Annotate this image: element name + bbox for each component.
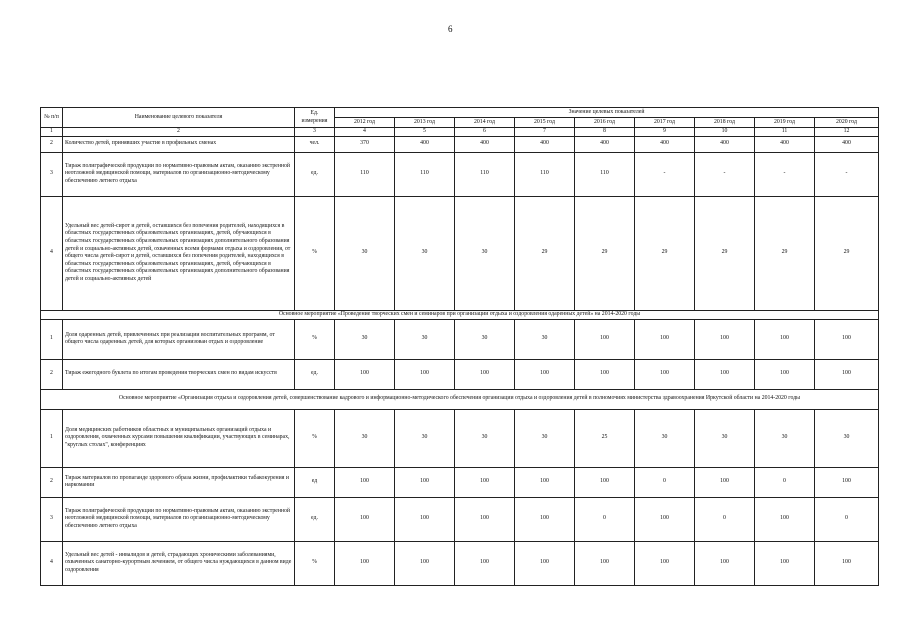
- header-year: 2017 год: [635, 118, 695, 128]
- value-cell: 100: [815, 467, 879, 497]
- table-row: [41, 152, 879, 196]
- table-row: [41, 196, 879, 310]
- header-year: 2012 год: [335, 118, 395, 128]
- value-cell: 30: [455, 319, 515, 359]
- unit-cell: %: [295, 196, 335, 310]
- value-cell: 29: [515, 196, 575, 310]
- value-cell: 30: [755, 409, 815, 467]
- header-num: № п/п: [41, 108, 63, 128]
- value-cell: 0: [755, 467, 815, 497]
- value-cell: 100: [755, 541, 815, 585]
- unit-cell: ед.: [295, 152, 335, 196]
- unit-cell: ед.: [295, 359, 335, 389]
- value-cell: 100: [635, 359, 695, 389]
- value-cell: 30: [455, 409, 515, 467]
- header-column-number: 6: [455, 128, 515, 137]
- value-cell: 100: [335, 359, 395, 389]
- value-cell: 30: [335, 196, 395, 310]
- value-cell: 100: [455, 467, 515, 497]
- value-cell: 100: [575, 359, 635, 389]
- value-cell: 0: [635, 467, 695, 497]
- value-cell: 29: [815, 196, 879, 310]
- value-cell: 100: [395, 541, 455, 585]
- value-cell: 100: [395, 497, 455, 541]
- unit-cell: %: [295, 541, 335, 585]
- value-cell: 100: [755, 359, 815, 389]
- page-number: 6: [448, 24, 453, 34]
- value-cell: 400: [635, 136, 695, 152]
- row-number: 2: [41, 359, 63, 389]
- value-cell: 100: [455, 497, 515, 541]
- row-number: 3: [41, 152, 63, 196]
- header-values-group: Значение целевых показателей: [335, 108, 879, 118]
- value-cell: 100: [515, 467, 575, 497]
- value-cell: 100: [695, 319, 755, 359]
- header-column-number: 4: [335, 128, 395, 137]
- value-cell: 400: [455, 136, 515, 152]
- value-cell: 100: [815, 359, 879, 389]
- value-cell: -: [695, 152, 755, 196]
- header-year: 2015 год: [515, 118, 575, 128]
- value-cell: 0: [695, 497, 755, 541]
- value-cell: 30: [695, 409, 755, 467]
- table-row: [41, 497, 879, 541]
- unit-cell: %: [295, 319, 335, 359]
- value-cell: 0: [815, 497, 879, 541]
- value-cell: 110: [575, 152, 635, 196]
- value-cell: 0: [575, 497, 635, 541]
- value-cell: 100: [635, 541, 695, 585]
- value-cell: 100: [575, 541, 635, 585]
- value-cell: 100: [335, 467, 395, 497]
- value-cell: 110: [455, 152, 515, 196]
- header-column-number: 5: [395, 128, 455, 137]
- table-row: [41, 359, 879, 389]
- header-column-number: 10: [695, 128, 755, 137]
- header-unit: Ед. измерения: [295, 108, 335, 128]
- value-cell: 30: [335, 319, 395, 359]
- value-cell: 30: [395, 409, 455, 467]
- unit-cell: чел.: [295, 136, 335, 152]
- value-cell: 30: [635, 409, 695, 467]
- value-cell: 100: [695, 541, 755, 585]
- value-cell: 400: [395, 136, 455, 152]
- header-year: 2014 год: [455, 118, 515, 128]
- section-row: [41, 310, 879, 319]
- table-row: [41, 409, 879, 467]
- unit-cell: ед: [295, 467, 335, 497]
- header-column-number: 12: [815, 128, 879, 137]
- table-row: [41, 467, 879, 497]
- header-year: 2016 год: [575, 118, 635, 128]
- table-row: [41, 319, 879, 359]
- value-cell: -: [815, 152, 879, 196]
- table-row: [41, 136, 879, 152]
- value-cell: 100: [755, 319, 815, 359]
- value-cell: 25: [575, 409, 635, 467]
- indicator-name: Тираж материалов по пропаганде здорового образа жизни, профилактики табакокурения и наркомании: [63, 467, 295, 497]
- value-cell: 29: [695, 196, 755, 310]
- row-number: 2: [41, 136, 63, 152]
- header-column-number: 7: [515, 128, 575, 137]
- row-number: 1: [41, 319, 63, 359]
- value-cell: -: [755, 152, 815, 196]
- value-cell: 100: [815, 319, 879, 359]
- row-number: 4: [41, 196, 63, 310]
- header-column-number: 1: [41, 128, 63, 137]
- header-column-number: 9: [635, 128, 695, 137]
- value-cell: 100: [395, 467, 455, 497]
- value-cell: 30: [395, 196, 455, 310]
- value-cell: 30: [515, 319, 575, 359]
- value-cell: 400: [575, 136, 635, 152]
- value-cell: 100: [695, 467, 755, 497]
- value-cell: 29: [575, 196, 635, 310]
- section-title: Основное мероприятие «Организация отдыха и оздоровления детей, совершенствование кадрового и информационно-методического обеспечения организации отдыха и оздоровления детей в полномочиях министерства здравоохранения Иркутской области на 2014-2020 годы: [41, 389, 879, 409]
- value-cell: 30: [815, 409, 879, 467]
- value-cell: 100: [815, 541, 879, 585]
- indicator-name: Удельный вес детей-сирот и детей, оставшихся без попечения родителей, находящихся в областных государственных образовательных организациях, детей, обучающихся в областных государственных образовательных организациях дополнительного образования детей и социально-активных детей, охваченных всеми формами отдыха и оздоровления, от общего числа детей-сирот и детей, оставшихся без попечения родителей, находящихся в областных государственных образовательных организациях, детей, обучающихся в областных государственных образовательных организациях дополнительного образования детей и социально-активных детей: [63, 196, 295, 310]
- value-cell: 100: [575, 467, 635, 497]
- indicators-table: [40, 107, 879, 586]
- value-cell: 100: [635, 319, 695, 359]
- section-row: [41, 389, 879, 409]
- value-cell: 110: [335, 152, 395, 196]
- value-cell: 30: [455, 196, 515, 310]
- indicator-name: Тираж полиграфической продукции по нормативно-правовым актам, оказанию экстренной неотложной медицинской помощи, материалов по организационно-методическому обеспечению летнего отдыха: [63, 497, 295, 541]
- value-cell: 400: [515, 136, 575, 152]
- header-column-number: 8: [575, 128, 635, 137]
- header-column-number: 3: [295, 128, 335, 137]
- value-cell: 100: [335, 497, 395, 541]
- value-cell: 100: [515, 497, 575, 541]
- header-year: 2018 год: [695, 118, 755, 128]
- indicator-name: Доля медицинских работников областных и муниципальных организаций отдыха и оздоровления, охваченных курсами повышения квалификации, участвующих в семинарах, "круглых столах", конференциях: [63, 409, 295, 467]
- row-number: 1: [41, 409, 63, 467]
- indicator-name: Удельный вес детей - инвалидов и детей, страдающих хроническими заболеваниями, охваченных санаторно-курортным лечением, от общего числа нуждающихся в данном виде оздоровления: [63, 541, 295, 585]
- value-cell: 100: [455, 541, 515, 585]
- value-cell: 100: [515, 541, 575, 585]
- header-name: Наименование целевого показателя: [63, 108, 295, 128]
- value-cell: 100: [695, 359, 755, 389]
- row-number: 3: [41, 497, 63, 541]
- header-year: 2013 год: [395, 118, 455, 128]
- value-cell: 30: [395, 319, 455, 359]
- value-cell: 110: [515, 152, 575, 196]
- value-cell: 110: [395, 152, 455, 196]
- value-cell: 100: [335, 541, 395, 585]
- value-cell: 29: [755, 196, 815, 310]
- table-row: [41, 541, 879, 585]
- row-number: 4: [41, 541, 63, 585]
- value-cell: 30: [515, 409, 575, 467]
- header-column-number: 2: [63, 128, 295, 137]
- value-cell: 100: [575, 319, 635, 359]
- value-cell: 29: [635, 196, 695, 310]
- value-cell: 100: [515, 359, 575, 389]
- header-year: 2019 год: [755, 118, 815, 128]
- value-cell: 400: [815, 136, 879, 152]
- value-cell: 100: [455, 359, 515, 389]
- value-cell: 100: [755, 497, 815, 541]
- value-cell: 30: [335, 409, 395, 467]
- value-cell: 370: [335, 136, 395, 152]
- header-column-number: 11: [755, 128, 815, 137]
- value-cell: -: [635, 152, 695, 196]
- header-year: 2020 год: [815, 118, 879, 128]
- value-cell: 100: [395, 359, 455, 389]
- unit-cell: ед.: [295, 497, 335, 541]
- value-cell: 100: [635, 497, 695, 541]
- row-number: 2: [41, 467, 63, 497]
- indicator-name: Тираж ежегодного буклета по итогам проведения творческих смен по видам искусств: [63, 359, 295, 389]
- indicator-name: Тираж полиграфической продукции по нормативно-правовым актам, оказанию экстренной неотложной медицинской помощи, материалов по организационно-методическому обеспечению летнего отдыха: [63, 152, 295, 196]
- value-cell: 400: [695, 136, 755, 152]
- indicator-name: Доля одаренных детей, привлеченных при реализации воспитательных программ, от общего числа одаренных детей, для которых организован отдых и оздоровление: [63, 319, 295, 359]
- unit-cell: %: [295, 409, 335, 467]
- section-title: Основное мероприятие «Проведение творческих смен и семинаров при организации отдыха и оздоровления одаренных детей» на 2014-2020 годы: [41, 310, 879, 319]
- indicator-name: Количество детей, принявших участие в профильных сменах: [63, 136, 295, 152]
- value-cell: 400: [755, 136, 815, 152]
